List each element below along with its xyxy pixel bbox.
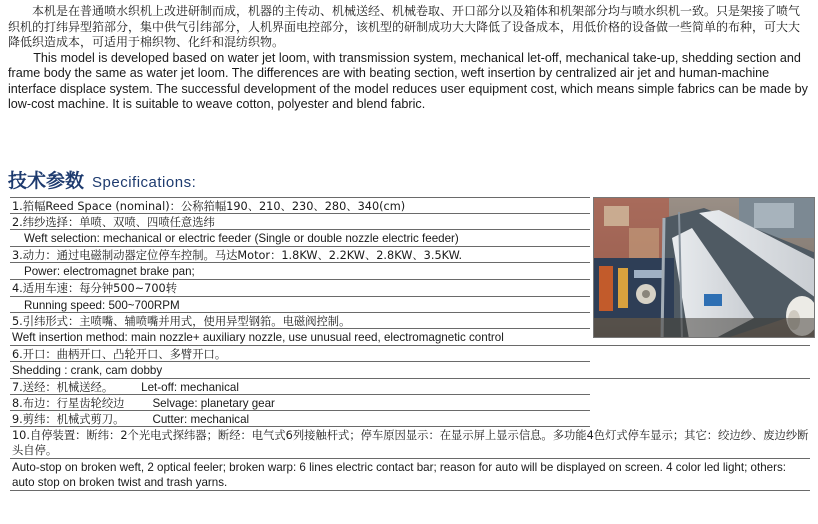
spec-selvage [10,394,590,411]
intro-chinese: 本机是在普通喷水织机上改进研制而成，机器的主传动、机械送经、机械卷取、开口部分以及箱体和机架部分均与喷水织机一致。只是架接了喷气织机的打纬异型筘部分，集中供气引纬部分，人机界面电控部分，该机型的研制成功大大降低了设备成本，用低价格的设备做一些简单的布种，可大大降低织造成本，可适用于棉织物、化纤和混纺织物。 [8,4,801,49]
spec-speed-en: Running speed: 500~700RPM [10,296,590,313]
spec-selvage-en: Selvage: planetary gear [152,397,275,411]
spec-speed-zh: 4.适用车速：每分钟500~700转 [10,279,590,296]
spec-cutter-en: Cutter: mechanical [152,413,250,427]
spec-cutter [10,410,590,427]
heading-english: Specifications: [92,174,197,191]
heading-chinese: 技术参数 [8,170,85,192]
spec-shedding-zh: 6.开口：曲柄开口、凸轮开口、多臂开口。 [10,345,590,362]
spec-shedding-en: Shedding : crank, cam dobby [10,362,810,379]
loom-photo-illustration [594,198,815,338]
spec-auto-stop-en: Auto-stop on broken weft, 2 optical feeler; broken warp: 6 lines electric contact bar; reason for auto will be displayed on screen. 4 color led light; others: auto stop on broken twist and trash yarns. [10,459,810,491]
spec-selvage-zh: 8.布边：行星齿轮绞边 [12,397,125,411]
spec-power-zh: 3.动力：通过电磁制动器定位停车控制。马达Motor：1.8KW、2.2KW、2.8KW、3.5KW. [10,246,590,263]
spec-weft-insertion-zh: 5.引纬形式：主喷嘴、辅喷嘴并用式，使用异型钢筘。电磁阀控制。 [10,312,590,329]
loom-machine-photo [593,197,815,338]
spec-power-en: Power: electromagnet brake pan; [10,263,590,280]
spec-reed-space: 1.筘幅Reed Space (nominal)：公称筘幅190、210、230、280、340(cm) [10,197,590,214]
spec-letoff [10,378,590,395]
spec-weft-selection-zh: 2.纬纱选择：单喷、双喷、四喷任意选纬 [10,213,590,230]
intro-english: This model is developed based on water jet loom, with transmission system, mechanical let-off, mechanical take-up, shedding section and frame body the same as water jet loom. The differences are with beating section, weft insertion by centralized air jet and human-machine interface displace system. The successful development of the model reduces user equipment cost, which means simple fabrics can be made by low-cost machine. It is suitable to weave cotton, polyester and blend fabric. [8,50,808,111]
spec-weft-insertion-en: Weft insertion method: main nozzle+ auxiliary nozzle, use unusual reed, electromagnetic control [10,329,810,346]
spec-cutter-zh: 9.剪纬：机械式剪刀。 [12,413,125,427]
spec-auto-stop-zh: 10.自停装置：断纬：2个光电式探纬器；断经：电气式6列接触杆式；停车原因显示：在显示屏上显示信息。多功能4色灯式停车显示；其它：绞边纱、废边纱断头自停。 [12,429,809,458]
spec-weft-selection-en: Weft selection: mechanical or electric feeder (Single or double nozzle electric feeder) [10,230,590,247]
spec-letoff-en: Let-off: mechanical [141,381,239,395]
intro-text [8,4,808,113]
spec-letoff-zh: 7.送经：机械送经。 [12,381,114,395]
specifications-heading [8,166,196,192]
